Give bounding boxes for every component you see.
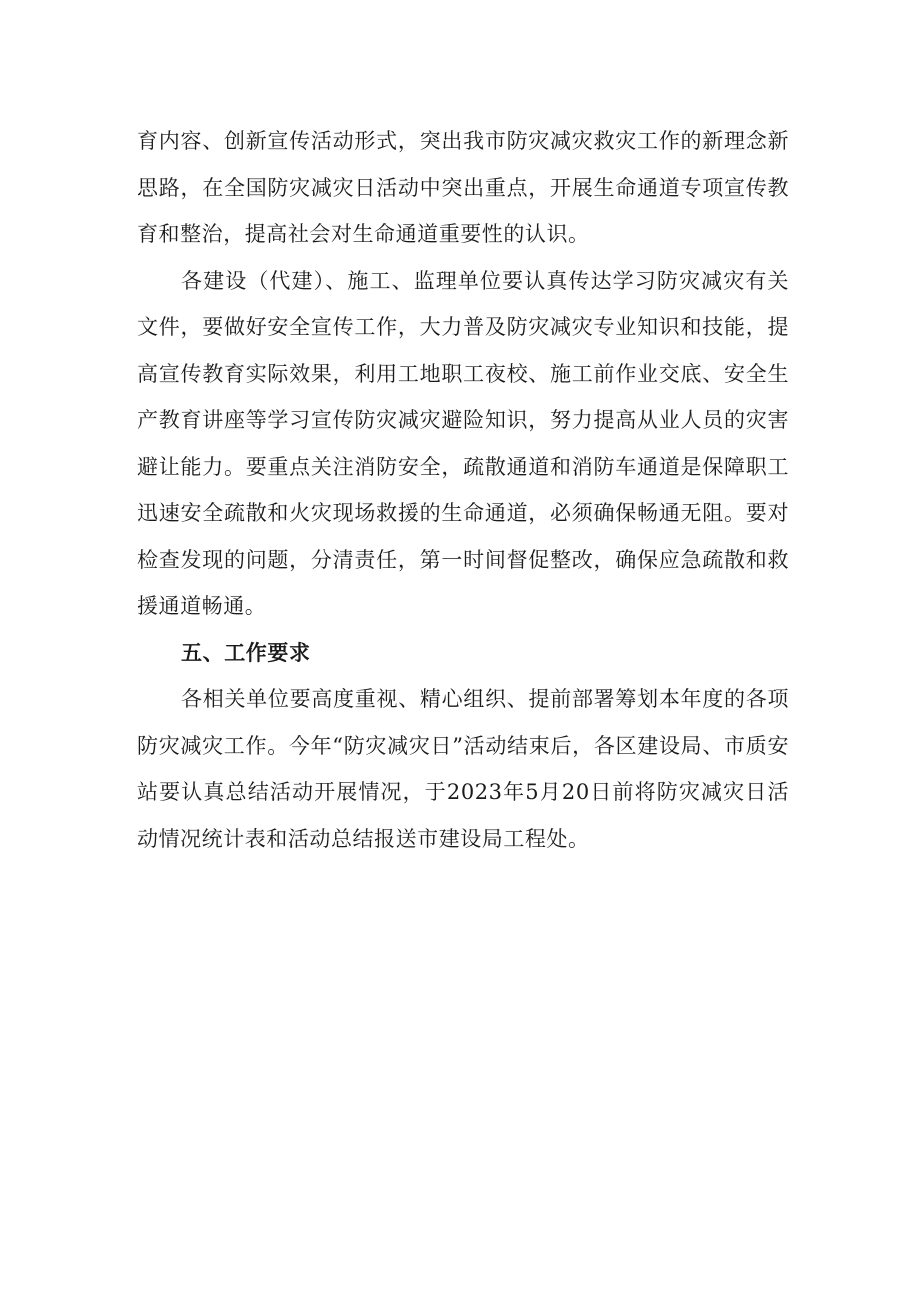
paragraph-construction-units: 各建设（代建）、施工、监理单位要认真传达学习防灾减灾有关文件，要做好安全宣传工作，大力普及防灾减灾专业知识和技能，提高宣传教育实际效果，利用工地职工夜校、施工前作业交底、安全生产教育讲座等学习宣传防灾减灾避险知识，努力提高从业人员的灾害避让能力。要重点关注消防安全，疏散通道和消防车通道是保障职工迅速安全疏散和火灾现场救援的生命通道，必须确保畅通无阻。要对检查发现的问题，分清责任，第一时间督促整改，确保应急疏散和救援通道畅通。 bbox=[137, 268, 789, 618]
paragraph-continuation: 育内容、创新宣传活动形式，突出我市防灾减灾救灾工作的新理念新思路，在全国防灾减灾日活动中突出重点，开展生命通道专项宣传教育和整治，提高社会对生命通道重要性的认识。 bbox=[137, 129, 789, 246]
document-body bbox=[137, 118, 789, 862]
paragraph-work-requirements: 各相关单位要高度重视、精心组织、提前部署筹划本年度的各项防灾减灾工作。今年“防灾减灾日”活动结束后，各区建设局、市质安站要认真总结活动开展情况，于2023年5月20日前将防灾减灾日活动情况统计表和活动总结报送市建设局工程处。 bbox=[137, 687, 789, 851]
section-heading-work-requirements: 五、工作要求 bbox=[181, 640, 311, 665]
